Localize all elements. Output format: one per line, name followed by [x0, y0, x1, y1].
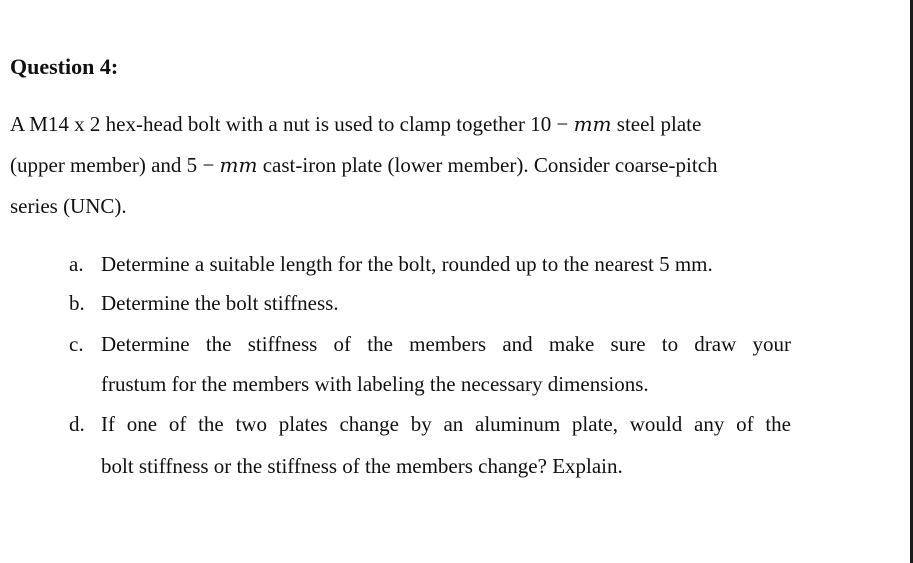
sub-question-text: Determine the stiffness of the members and make sure to draw your: [101, 332, 791, 356]
minus-sign: −: [202, 153, 215, 177]
list-marker: d.: [69, 412, 85, 436]
unit-mm: mm: [573, 112, 612, 136]
unit-mm: mm: [219, 153, 258, 177]
list-marker: b.: [69, 291, 85, 315]
statement-text: A M14 x 2 hex-head bolt with a nut is used to clamp together 10: [10, 112, 557, 136]
sub-question-text: Determine the bolt stiffness.: [101, 291, 339, 315]
sub-question-text: bolt stiffness or the stiffness of the members change? Explain.: [101, 454, 623, 478]
statement-text: cast-iron plate (lower member). Consider coarse-pitch: [257, 153, 718, 177]
statement-text: (upper member) and 5: [10, 153, 203, 177]
sub-question-text: frustum for the members with labeling the necessary dimensions.: [101, 372, 649, 396]
sub-question-text: Determine a suitable length for the bolt, rounded up to the nearest 5 mm.: [101, 252, 713, 276]
statement-line-2: [10, 153, 718, 178]
minus-sign: −: [556, 112, 569, 136]
statement-text: steel plate: [611, 112, 702, 136]
sub-question-text: If one of the two plates change by an aluminum plate, would any of the: [101, 412, 791, 436]
statement-line-3: series (UNC).: [10, 194, 127, 218]
question-heading: Question 4:: [10, 54, 119, 79]
list-marker: c.: [69, 332, 84, 356]
statement-line-1: [10, 112, 701, 137]
list-marker: a.: [69, 252, 84, 276]
